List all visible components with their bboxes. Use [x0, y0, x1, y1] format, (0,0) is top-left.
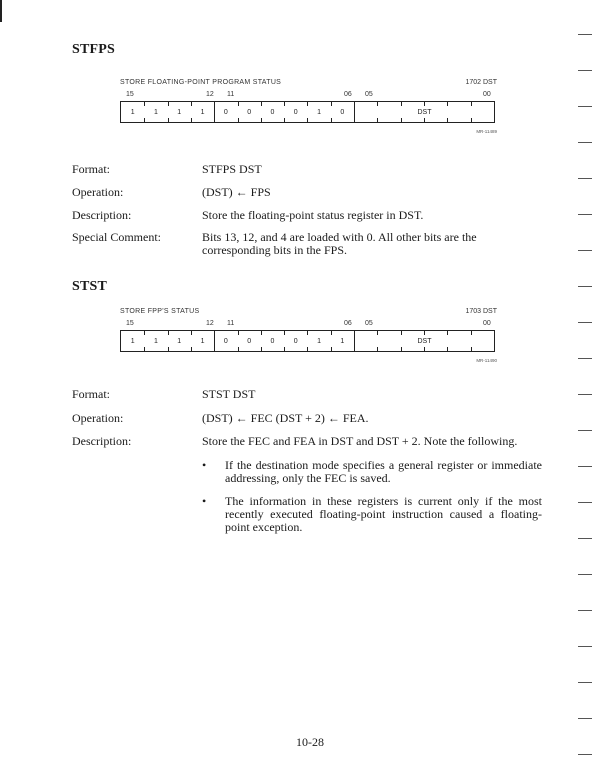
- row-label: Description:: [72, 208, 132, 222]
- bullet-text: The information in these registers is current only if the most recently executed floating-point instruction caused a floating-point exception.: [225, 494, 542, 534]
- bit-label-12: 12: [206, 320, 214, 327]
- margin-tick: [578, 250, 592, 251]
- bit-divider-tick: [331, 118, 332, 122]
- bit-divider-tick: [238, 102, 239, 106]
- bit-cell: 0: [293, 108, 298, 116]
- bit-label-05: 05: [365, 320, 373, 327]
- bit-divider-tick: [238, 331, 239, 335]
- bit-cell: 1: [130, 337, 135, 345]
- bit-divider-tick: [191, 331, 192, 335]
- page-number: 10-28: [296, 735, 324, 749]
- bit-divider-tick: [168, 102, 169, 106]
- bit-divider-tick: [377, 118, 378, 122]
- bit-label-00: 00: [483, 91, 491, 98]
- dst-field: DST: [417, 337, 432, 345]
- row-label: Operation:: [72, 185, 124, 199]
- row-label: Format:: [72, 162, 110, 176]
- bit-divider-tick: [401, 347, 402, 351]
- bit-label-15: 15: [126, 91, 134, 98]
- bit-cell: 1: [177, 108, 182, 116]
- bit-divider-tick: [331, 347, 332, 351]
- bit-divider-tick: [471, 102, 472, 106]
- bit-divider-tick: [144, 102, 145, 106]
- margin-tick: [578, 358, 592, 359]
- section-title-stst: STST: [72, 279, 108, 294]
- bit-cell: 1: [153, 337, 158, 345]
- bit-cell: 0: [340, 108, 345, 116]
- margin-tick: [578, 610, 592, 611]
- bit-divider-tick: [261, 331, 262, 335]
- diagram-title: STORE FLOATING-POINT PROGRAM STATUS: [120, 79, 282, 86]
- bit-divider-tick: [144, 118, 145, 122]
- margin-tick: [578, 682, 592, 683]
- register-box: [120, 101, 495, 123]
- margin-tick: [578, 430, 592, 431]
- bit-cell: 0: [270, 108, 275, 116]
- bit-cell: 0: [223, 108, 228, 116]
- bit-divider-tick: [471, 118, 472, 122]
- margin-tick: [578, 646, 592, 647]
- bullet-icon: •: [202, 458, 207, 472]
- bit-divider-tick: [377, 347, 378, 351]
- bit-divider-tick: [401, 102, 402, 106]
- bit-label-11: 11: [227, 91, 235, 98]
- margin-tick: [578, 106, 592, 107]
- dst-field: DST: [417, 108, 432, 116]
- bit-divider-tick: [377, 102, 378, 106]
- bit-divider-tick: [447, 347, 448, 351]
- bit-divider-tick: [144, 347, 145, 351]
- bit-divider-tick: [377, 331, 378, 335]
- bit-divider-tick: [144, 331, 145, 335]
- bit-cell: 0: [270, 337, 275, 345]
- bit-divider-tick: [401, 118, 402, 122]
- bit-divider-tick: [168, 347, 169, 351]
- row-label: Format:: [72, 387, 110, 401]
- row-value: STST DST: [202, 387, 256, 401]
- bit-divider-tick: [307, 118, 308, 122]
- figure-id: MR-11489: [476, 129, 497, 134]
- bit-label-15: 15: [126, 320, 134, 327]
- margin-tick: [578, 322, 592, 323]
- bit-label-12: 12: [206, 91, 214, 98]
- margin-tick: [578, 718, 592, 719]
- bit-label-06: 06: [344, 320, 352, 327]
- margin-tick: [578, 286, 592, 287]
- row-value: Bits 13, 12, and 4 are loaded with 0. All other bits are the corresponding bits in the FPS.: [202, 230, 477, 257]
- margin-tick: [578, 502, 592, 503]
- bit-divider-tick: [447, 102, 448, 106]
- bit-cell: 0: [247, 337, 252, 345]
- bit-divider-tick: [191, 102, 192, 106]
- bit-cell: 1: [200, 337, 205, 345]
- bit-divider-tick: [401, 331, 402, 335]
- bit-divider-tick: [191, 347, 192, 351]
- diagram-opcode: 1702 DST: [465, 79, 497, 86]
- bit-divider-tick: [261, 347, 262, 351]
- bullet-item: [202, 495, 542, 534]
- bit-divider-tick: [447, 331, 448, 335]
- row-label: Special Comment:: [72, 230, 161, 244]
- bit-label-11: 11: [227, 320, 235, 327]
- diagram-title: STORE FPP'S STATUS: [120, 308, 200, 315]
- section-title-stfps: STFPS: [72, 42, 116, 57]
- bit-cell: 0: [247, 108, 252, 116]
- bit-label-05: 05: [365, 91, 373, 98]
- row-value: Store the floating-point status register in DST.: [202, 208, 424, 222]
- bit-divider-tick: [424, 102, 425, 106]
- bit-divider-tick: [307, 347, 308, 351]
- bit-cell: 1: [340, 337, 345, 345]
- margin-tick: [578, 34, 592, 35]
- bit-cell: 1: [177, 337, 182, 345]
- bit-divider-tick: [284, 102, 285, 106]
- bit-cell: 1: [317, 108, 321, 116]
- bit-divider-tick: [471, 331, 472, 335]
- margin-tick: [578, 178, 592, 179]
- bit-divider-tick: [307, 331, 308, 335]
- bit-divider-tick: [307, 102, 308, 106]
- bit-cell: 0: [223, 337, 228, 345]
- margin-tick: [578, 70, 592, 71]
- bit-cell: 1: [317, 337, 321, 345]
- margin-tick: [578, 142, 592, 143]
- bit-divider-tick: [331, 331, 332, 335]
- row-value: STFPS DST: [202, 162, 262, 176]
- register-box: [120, 330, 495, 352]
- bit-cell: 1: [153, 108, 158, 116]
- bit-divider-tick: [261, 102, 262, 106]
- bit-divider-tick: [238, 118, 239, 122]
- row-label: Operation:: [72, 411, 124, 425]
- bit-divider-tick: [238, 347, 239, 351]
- bit-divider-tick: [284, 347, 285, 351]
- bit-divider-tick: [424, 331, 425, 335]
- bit-divider-tick: [168, 118, 169, 122]
- diagram-opcode: 1703 DST: [465, 308, 497, 315]
- bit-label-00: 00: [483, 320, 491, 327]
- bullet-text: If the destination mode specifies a general register or immediate addressing, only the FEC is saved.: [225, 458, 542, 485]
- bit-label-06: 06: [344, 91, 352, 98]
- bit-divider-tick: [284, 331, 285, 335]
- row-value: (DST) ← FEC (DST + 2) ← FEA.: [202, 411, 369, 425]
- bullet-icon: •: [202, 494, 207, 508]
- bit-divider-tick: [191, 118, 192, 122]
- bullet-item: [202, 459, 542, 485]
- bit-cell: 1: [200, 108, 205, 116]
- row-value: Store the FEC and FEA in DST and DST + 2. Note the following.: [202, 434, 518, 448]
- bit-divider-tick: [331, 102, 332, 106]
- bit-cell: 1: [130, 108, 135, 116]
- margin-tick: [578, 394, 592, 395]
- bit-divider-tick: [261, 118, 262, 122]
- bit-divider-tick: [471, 347, 472, 351]
- bit-cell: 0: [293, 337, 298, 345]
- row-label: Description:: [72, 434, 132, 448]
- bit-divider-tick: [424, 347, 425, 351]
- row-value: (DST) ← FPS: [202, 185, 271, 199]
- margin-tick: [578, 214, 592, 215]
- margin-tick: [578, 574, 592, 575]
- margin-tick: [578, 538, 592, 539]
- figure-id: MR-11490: [476, 358, 497, 363]
- bit-divider-tick: [447, 118, 448, 122]
- margin-tick: [578, 754, 592, 755]
- bit-divider-tick: [284, 118, 285, 122]
- bit-divider-tick: [424, 118, 425, 122]
- scan-edge-mark: [0, 0, 2, 22]
- margin-tick: [578, 466, 592, 467]
- bit-divider-tick: [168, 331, 169, 335]
